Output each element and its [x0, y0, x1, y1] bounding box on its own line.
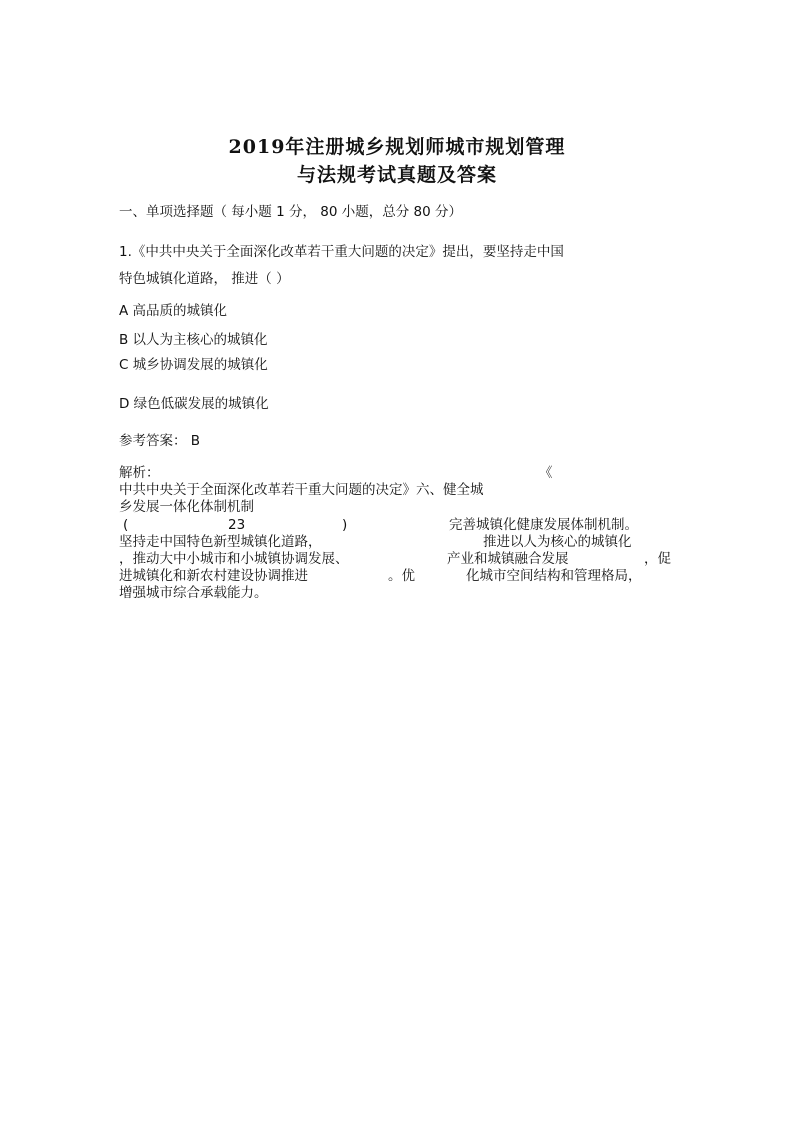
analysis-paren-close: ) — [342, 517, 348, 533]
analysis-number: 23 — [228, 517, 246, 533]
analysis-line-6-a: ，推动大中小城市和小城镇协调发展、 — [119, 551, 349, 567]
analysis-line-8: 增强城市综合承载能力。 — [119, 585, 268, 601]
option-d: D 绿色低碳发展的城镇化 — [119, 396, 269, 412]
analysis-line-6-b: 产业和城镇融合发展 — [447, 551, 569, 567]
analysis-line-5-left: 坚持走中国特色新型城镇化道路， — [119, 534, 322, 550]
option-a: A 高品质的城镇化 — [119, 303, 228, 319]
analysis-line-7-c: 化城市空间结构和管理格局， — [466, 568, 642, 584]
document-title-line-2: 与法规考试真题及答案 — [296, 164, 497, 186]
answer-line: 参考答案： B — [119, 433, 201, 449]
option-c: C 城乡协调发展的城镇化 — [119, 357, 268, 373]
analysis-paren-open: ( — [123, 517, 129, 533]
analysis-line-2: 中共中央关于全面深化改革若干重大问题的决定》六、健全城 — [119, 482, 484, 498]
analysis-line-7-b: 。优 — [388, 568, 415, 584]
analysis-line-4-right: 完善城镇化健康发展体制机制。 — [449, 517, 638, 533]
analysis-line-7-a: 进城镇化和新农村建设协调推进 — [119, 568, 308, 584]
analysis-bracket-open: 《 — [539, 465, 553, 481]
question-text-line-2: 特色城镇化道路， 推进（ ） — [119, 271, 290, 287]
analysis-line-6-c: ，促 — [644, 551, 671, 567]
section-heading: 一、单项选择题（ 每小题 1 分， 80 小题，总分 80 分） — [119, 204, 462, 220]
document-title-line-1: 2019年注册城乡规划师城市规划管理 — [228, 136, 566, 158]
question-text-line-1: 1.《中共中央关于全面深化改革若干重大问题的决定》提出，要坚持走中国 — [119, 244, 564, 260]
analysis-line-3: 乡发展一体化体制机制 — [119, 499, 254, 515]
option-b: B 以人为主核心的城镇化 — [119, 332, 268, 348]
analysis-label: 解析： — [119, 465, 160, 481]
analysis-line-5-right: 推进以人为核心的城镇化 — [483, 534, 632, 550]
